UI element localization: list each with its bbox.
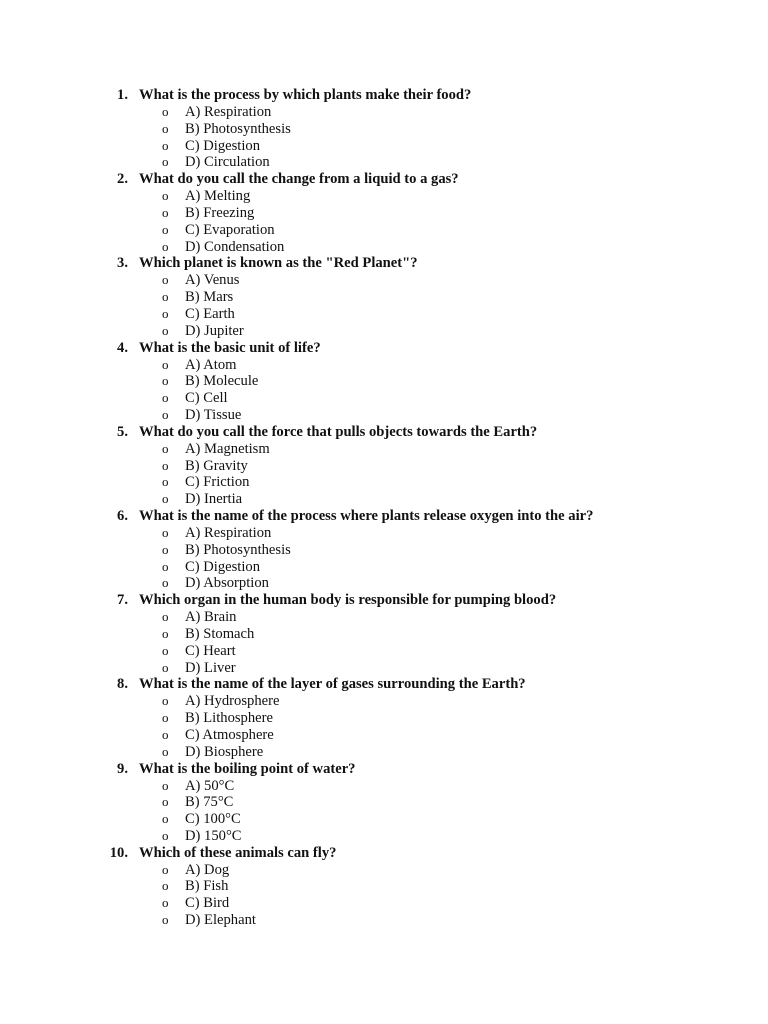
- answer-option-text: B) Stomach: [185, 625, 255, 642]
- question-line: [0, 87, 768, 104]
- answer-option-text: A) Dog: [185, 861, 230, 878]
- question-8: [0, 676, 768, 760]
- answer-option-text: A) Respiration: [185, 524, 272, 541]
- answer-option: [0, 390, 768, 407]
- question-5: [0, 424, 768, 508]
- quiz-page: [0, 87, 768, 929]
- hollow-bullet-icon: o: [162, 743, 169, 759]
- hollow-bullet-icon: o: [162, 474, 169, 490]
- answer-option-text: B) Mars: [185, 289, 234, 306]
- answer-option-text: B) Fish: [185, 878, 229, 895]
- answer-option: [0, 778, 768, 795]
- answer-option-text: B) Molecule: [185, 373, 259, 390]
- answer-option: [0, 154, 768, 171]
- answer-option-text: A) Magnetism: [185, 440, 270, 457]
- hollow-bullet-icon: o: [162, 541, 169, 557]
- question-number: 1.: [117, 87, 128, 103]
- answer-option: [0, 474, 768, 491]
- question-line: [0, 255, 768, 272]
- answer-option-text: A) 50°C: [185, 777, 235, 794]
- hollow-bullet-icon: o: [162, 609, 169, 625]
- hollow-bullet-icon: o: [162, 154, 169, 170]
- hollow-bullet-icon: o: [162, 221, 169, 237]
- question-text: What is the name of the process where plants release oxygen into the air?: [139, 507, 594, 524]
- answer-option: [0, 744, 768, 761]
- hollow-bullet-icon: o: [162, 912, 169, 928]
- answer-option-text: C) Atmosphere: [185, 726, 274, 743]
- answer-option-text: C) Digestion: [185, 137, 260, 154]
- hollow-bullet-icon: o: [162, 777, 169, 793]
- answer-option: [0, 559, 768, 576]
- hollow-bullet-icon: o: [162, 575, 169, 591]
- hollow-bullet-icon: o: [162, 710, 169, 726]
- question-3: [0, 255, 768, 339]
- answer-option: [0, 289, 768, 306]
- answer-option-text: C) Heart: [185, 642, 236, 659]
- question-text: What is the process by which plants make their food?: [139, 87, 472, 103]
- question-number: 4.: [117, 339, 128, 356]
- answer-option-text: C) Friction: [185, 474, 250, 491]
- answer-option-text: A) Brain: [185, 609, 237, 626]
- question-text: What is the basic unit of life?: [139, 339, 321, 356]
- hollow-bullet-icon: o: [162, 440, 169, 456]
- answer-option: [0, 862, 768, 879]
- answer-option: [0, 710, 768, 727]
- answer-option: [0, 138, 768, 155]
- answer-option-text: A) Hydrosphere: [185, 693, 280, 710]
- question-text: Which organ in the human body is responsible for pumping blood?: [139, 592, 557, 609]
- hollow-bullet-icon: o: [162, 878, 169, 894]
- question-7: [0, 592, 768, 676]
- answer-option-text: B) Gravity: [185, 457, 248, 474]
- answer-option: [0, 727, 768, 744]
- answer-option: [0, 407, 768, 424]
- hollow-bullet-icon: o: [162, 204, 169, 220]
- hollow-bullet-icon: o: [162, 794, 169, 810]
- question-text: What do you call the force that pulls objects towards the Earth?: [139, 423, 538, 440]
- question-number: 10.: [109, 844, 128, 861]
- hollow-bullet-icon: o: [162, 895, 169, 911]
- hollow-bullet-icon: o: [162, 188, 169, 204]
- answer-option: [0, 104, 768, 121]
- question-9: [0, 761, 768, 845]
- question-line: [0, 171, 768, 188]
- question-2: [0, 171, 768, 255]
- question-10: [0, 845, 768, 929]
- answer-option: [0, 306, 768, 323]
- answer-option-text: D) Elephant: [185, 912, 256, 929]
- hollow-bullet-icon: o: [162, 137, 169, 153]
- question-6: [0, 508, 768, 592]
- answer-option: [0, 323, 768, 340]
- answer-option-text: D) Jupiter: [185, 322, 244, 339]
- answer-option: [0, 878, 768, 895]
- answer-option: [0, 643, 768, 660]
- answer-option: [0, 693, 768, 710]
- question-text: Which planet is known as the "Red Planet"?: [139, 255, 418, 272]
- hollow-bullet-icon: o: [162, 625, 169, 641]
- answer-option-text: A) Respiration: [185, 104, 272, 120]
- question-number: 3.: [117, 255, 128, 272]
- hollow-bullet-icon: o: [162, 373, 169, 389]
- question-number: 7.: [117, 592, 128, 609]
- question-line: [0, 508, 768, 525]
- hollow-bullet-icon: o: [162, 491, 169, 507]
- hollow-bullet-icon: o: [162, 861, 169, 877]
- hollow-bullet-icon: o: [162, 642, 169, 658]
- answer-option: [0, 895, 768, 912]
- answer-option-text: C) Earth: [185, 305, 235, 322]
- question-list: [0, 87, 768, 929]
- answer-option-text: D) Condensation: [185, 238, 285, 255]
- answer-option: [0, 357, 768, 374]
- answer-option-text: B) Photosynthesis: [185, 541, 291, 558]
- hollow-bullet-icon: o: [162, 305, 169, 321]
- answer-option: [0, 626, 768, 643]
- answer-option-text: B) 75°C: [185, 794, 234, 811]
- answer-option: [0, 239, 768, 256]
- hollow-bullet-icon: o: [162, 524, 169, 540]
- hollow-bullet-icon: o: [162, 406, 169, 422]
- answer-option: [0, 575, 768, 592]
- question-number: 5.: [117, 423, 128, 440]
- answer-option-text: B) Freezing: [185, 204, 255, 221]
- question-text: What is the name of the layer of gases surrounding the Earth?: [139, 676, 526, 693]
- hollow-bullet-icon: o: [162, 272, 169, 288]
- answer-option: [0, 491, 768, 508]
- question-text: What do you call the change from a liquid to a gas?: [139, 171, 459, 188]
- question-line: [0, 845, 768, 862]
- answer-option-text: D) Biosphere: [185, 743, 264, 760]
- hollow-bullet-icon: o: [162, 811, 169, 827]
- answer-option-text: C) 100°C: [185, 811, 241, 828]
- question-text: What is the boiling point of water?: [139, 760, 356, 777]
- question-line: [0, 676, 768, 693]
- question-number: 6.: [117, 507, 128, 524]
- question-line: [0, 424, 768, 441]
- answer-option-text: D) Tissue: [185, 406, 242, 423]
- question-1: [0, 87, 768, 171]
- answer-option: [0, 660, 768, 677]
- question-number: 2.: [117, 171, 128, 188]
- answer-option: [0, 794, 768, 811]
- answer-option: [0, 222, 768, 239]
- answer-option-text: D) Inertia: [185, 491, 243, 508]
- answer-option-text: D) Absorption: [185, 575, 269, 592]
- question-line: [0, 761, 768, 778]
- hollow-bullet-icon: o: [162, 322, 169, 338]
- answer-option-text: C) Evaporation: [185, 221, 275, 238]
- answer-option-text: B) Photosynthesis: [185, 120, 291, 137]
- answer-option: [0, 441, 768, 458]
- answer-option-text: D) Circulation: [185, 154, 270, 171]
- hollow-bullet-icon: o: [162, 120, 169, 136]
- answer-option-text: B) Lithosphere: [185, 710, 273, 727]
- answer-option: [0, 828, 768, 845]
- answer-option-text: A) Melting: [185, 188, 251, 205]
- hollow-bullet-icon: o: [162, 693, 169, 709]
- answer-option-text: D) 150°C: [185, 827, 242, 844]
- answer-option: [0, 188, 768, 205]
- answer-option-text: C) Digestion: [185, 558, 260, 575]
- answer-option: [0, 609, 768, 626]
- answer-option: [0, 373, 768, 390]
- question-text: Which of these animals can fly?: [139, 844, 337, 861]
- answer-option: [0, 458, 768, 475]
- question-line: [0, 592, 768, 609]
- hollow-bullet-icon: o: [162, 659, 169, 675]
- answer-option-text: C) Cell: [185, 390, 228, 407]
- answer-option: [0, 811, 768, 828]
- answer-option: [0, 205, 768, 222]
- answer-option: [0, 272, 768, 289]
- hollow-bullet-icon: o: [162, 238, 169, 254]
- question-number: 9.: [117, 760, 128, 777]
- hollow-bullet-icon: o: [162, 457, 169, 473]
- hollow-bullet-icon: o: [162, 558, 169, 574]
- answer-option: [0, 912, 768, 929]
- hollow-bullet-icon: o: [162, 104, 169, 119]
- answer-option-text: D) Liver: [185, 659, 236, 676]
- question-line: [0, 340, 768, 357]
- answer-option-text: C) Bird: [185, 895, 230, 912]
- hollow-bullet-icon: o: [162, 726, 169, 742]
- hollow-bullet-icon: o: [162, 390, 169, 406]
- answer-option: [0, 121, 768, 138]
- question-number: 8.: [117, 676, 128, 693]
- hollow-bullet-icon: o: [162, 289, 169, 305]
- answer-option: [0, 542, 768, 559]
- answer-option-text: A) Atom: [185, 356, 237, 373]
- hollow-bullet-icon: o: [162, 827, 169, 843]
- answer-option-text: A) Venus: [185, 272, 240, 289]
- question-4: [0, 340, 768, 424]
- hollow-bullet-icon: o: [162, 356, 169, 372]
- answer-option: [0, 525, 768, 542]
